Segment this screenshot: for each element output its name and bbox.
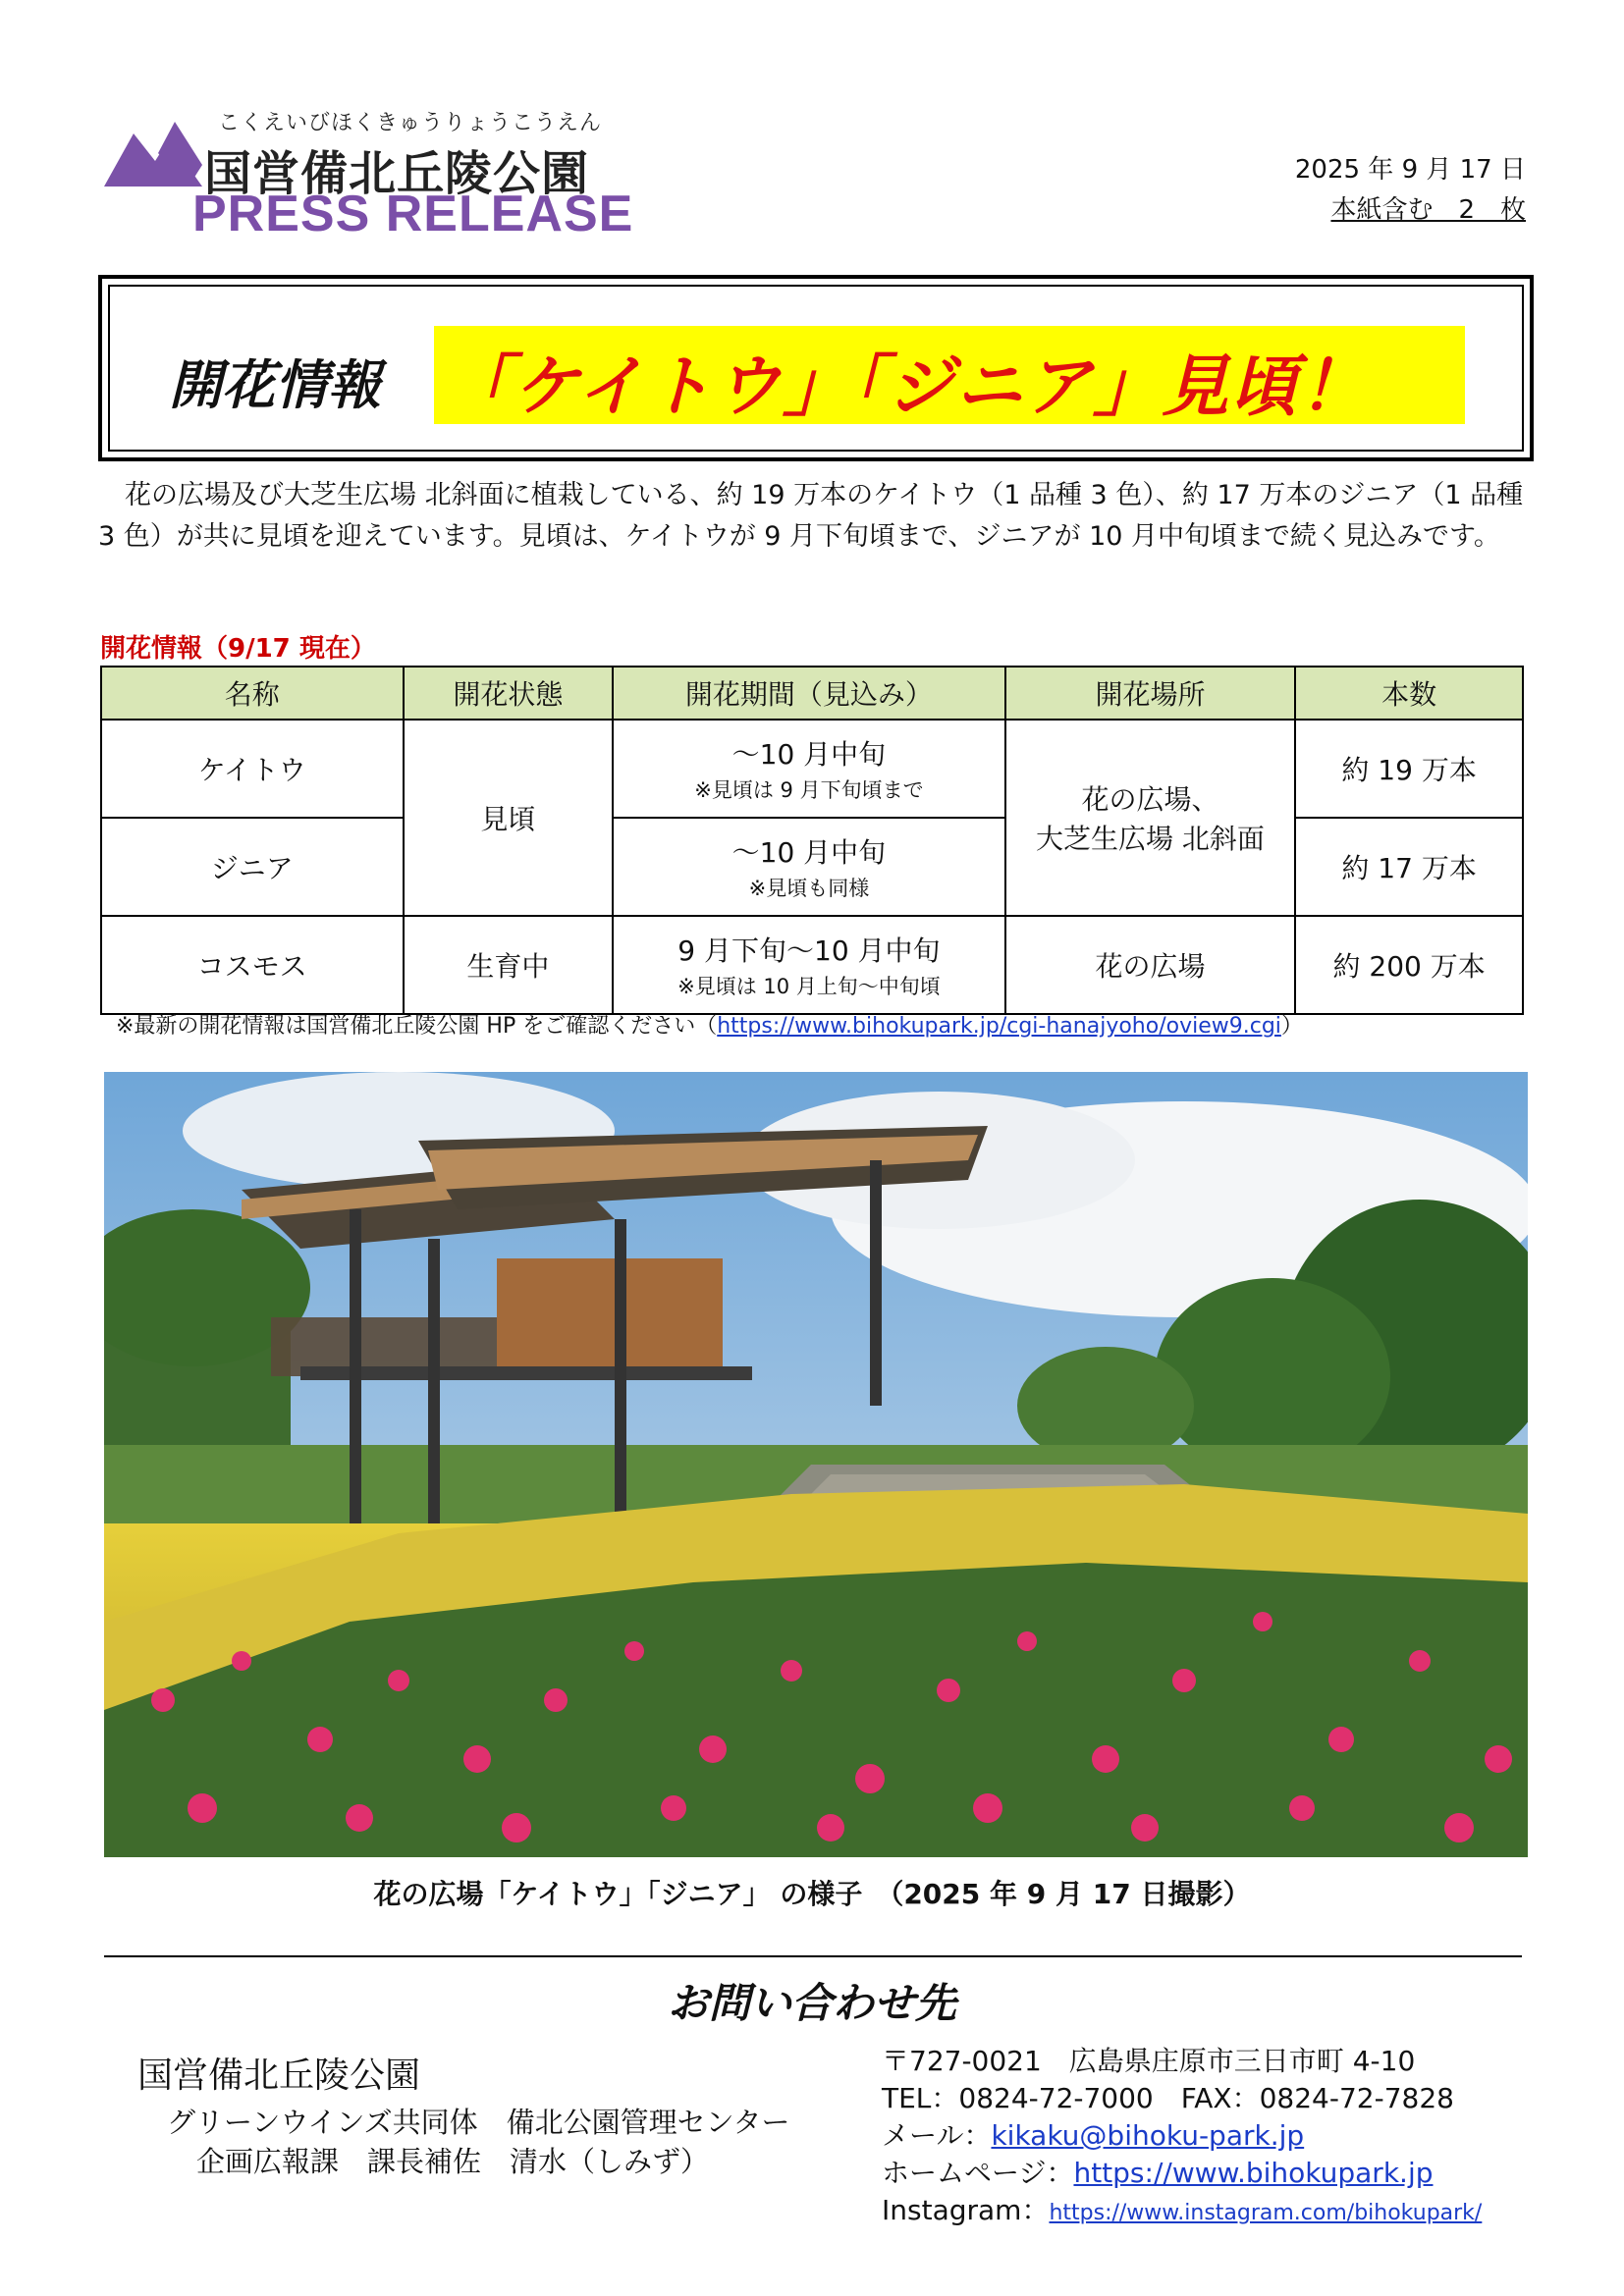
period-text: ～10 月中旬 (731, 836, 887, 869)
plant-count: 約 200 万本 (1295, 916, 1523, 1014)
bloom-period (613, 916, 1004, 1014)
period-text: 9 月下旬～10 月中旬 (677, 934, 941, 967)
park-name: 国営備北丘陵公園 (204, 146, 590, 201)
bloom-info-link[interactable]: https://www.bihokupark.jp/cgi-hanajyoho/oview9.cgi (717, 1014, 1281, 1039)
bloom-place (1005, 720, 1296, 916)
place-line: 大芝生広場 北斜面 (1035, 823, 1265, 855)
contact-hp-line (882, 2152, 1434, 2191)
contact-title: お問い合わせ先 (667, 1979, 956, 2027)
bloom-status: 見頃 (404, 720, 614, 916)
contact-address: 〒727-0021 広島県庄原市三日市町 4-10 (882, 2045, 1416, 2077)
table-header: 開花状態 (404, 667, 614, 720)
photo-caption: 花の広場「ケイトウ」「ジニア」 の様子 （2025 年 9 月 17 日撮影） (373, 1878, 1251, 1910)
table-caption: 開花情報（9/17 現在） (100, 634, 376, 664)
title-label: 開花情報 (169, 354, 381, 416)
garden-photo-illustration (104, 1072, 1528, 1857)
plant-count: 約 17 万本 (1295, 818, 1523, 916)
contact-dept: グリーンウインズ共同体 備北公園管理センター (167, 2106, 790, 2139)
park-logo-mountains-icon (104, 116, 202, 187)
instagram-link[interactable]: https://www.instagram.com/bihokupark/ (1049, 2201, 1483, 2225)
bloom-status: 生育中 (404, 916, 614, 1014)
footnote-text: ※最新の開花情報は国営備北丘陵公園 HP をご確認ください（ (116, 1014, 718, 1039)
bloom-table (100, 666, 1524, 1015)
bloom-period (613, 818, 1004, 916)
table-row (101, 818, 1523, 916)
table-header: 開花期間（見込み） (613, 667, 1004, 720)
release-date: 2025 年 9 月 17 日 (1294, 155, 1526, 185)
mail-label: メール： (882, 2119, 992, 2152)
park-name-furigana: こくえいびほくきゅうりょうこうえん (218, 111, 603, 135)
sheet-count: 本紙含む 2 枚 (1330, 195, 1526, 225)
table-header: 本数 (1295, 667, 1523, 720)
contact-org-name: 国営備北丘陵公園 (137, 2056, 421, 2096)
title-main: 「ケイトウ」「ジニア」見頃！ (444, 348, 1369, 426)
table-header: 開花場所 (1005, 667, 1296, 720)
contact-instagram-line (882, 2189, 1482, 2228)
flower-name: ケイトウ (101, 720, 404, 818)
bloom-place: 花の広場 (1005, 916, 1296, 1014)
bloom-period (613, 720, 1004, 818)
mail-link[interactable]: kikaku@bihoku-park.jp (991, 2119, 1305, 2152)
flower-name: コスモス (101, 916, 404, 1014)
table-row (101, 720, 1523, 818)
title-box (98, 275, 1534, 461)
table-header: 名称 (101, 667, 404, 720)
table-row (101, 916, 1523, 1014)
press-release-label: PRESS RELEASE (192, 186, 634, 242)
garden-photo (104, 1072, 1528, 1857)
homepage-link[interactable]: https://www.bihokupark.jp (1073, 2157, 1434, 2189)
flower-name: ジニア (101, 818, 404, 916)
hp-label: ホームページ： (882, 2157, 1074, 2189)
table-footnote (116, 1009, 1303, 1040)
period-text: ～10 月中旬 (731, 738, 887, 771)
plant-count: 約 19 万本 (1295, 720, 1523, 818)
section-divider (104, 1955, 1522, 1957)
footnote-text-end: ） (1280, 1014, 1303, 1039)
contact-mail-line (882, 2114, 1304, 2154)
period-note: ※見頃は 9 月下旬頃まで (694, 778, 924, 802)
intro-paragraph: 花の広場及び大芝生広場 北斜面に植栽している、約 19 万本のケイトウ（1 品種 3 色）、約 17 万本のジニア（1 品種 3 色）が共に見頃を迎えています。見頃は、ケイトウが 9 月下旬頃まで、ジニアが 10 月中旬頃まで続く見込みです。 (98, 480, 1524, 552)
contact-tel-fax: TEL：0824-72-7000 FAX：0824-72-7828 (882, 2082, 1454, 2114)
period-note: ※見頃も同様 (748, 877, 870, 900)
instagram-label: Instagram： (882, 2194, 1050, 2226)
table-header-row (101, 667, 1523, 720)
place-line: 花の広場、 (1081, 783, 1219, 816)
period-note: ※見頃は 10 月上旬～中旬頃 (677, 975, 941, 998)
contact-person: 企画広報課 課長補佐 清水（しみず） (196, 2145, 710, 2178)
